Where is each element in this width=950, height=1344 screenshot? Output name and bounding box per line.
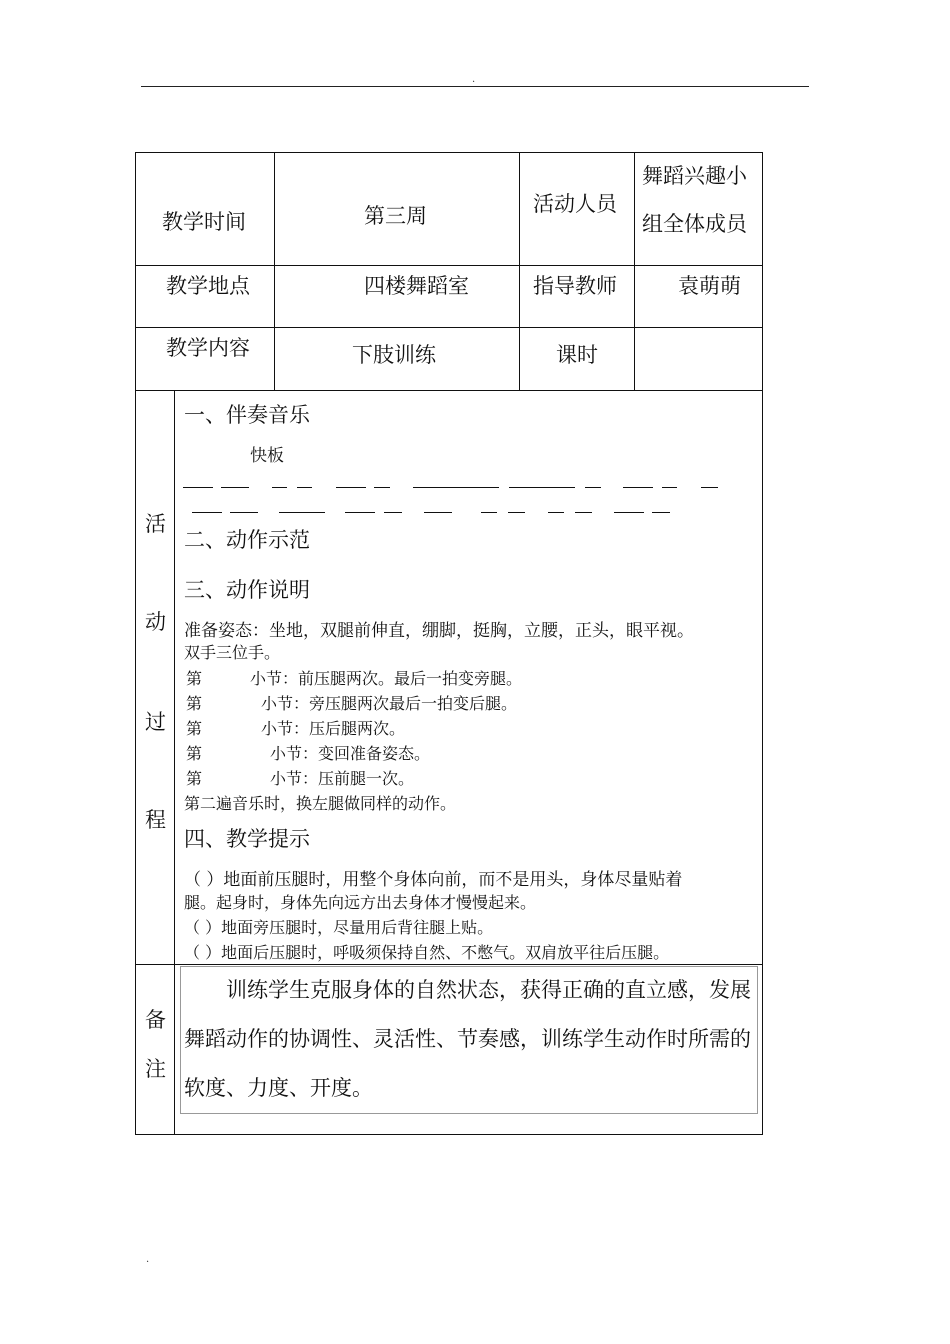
step-prefix: 第 xyxy=(186,719,203,738)
header-dot: . xyxy=(472,74,476,85)
step-text: 小节：压前腿一次。 xyxy=(270,769,415,788)
process-label-char: 活 xyxy=(145,512,166,536)
tip-back-press: （ ）地面后压腿时，呼吸须保持自然、不憋气。双肩放平往后压腿。 xyxy=(184,943,670,962)
label-instructor: 指导教师 xyxy=(533,274,617,298)
tempo-label: 快板 xyxy=(250,446,284,466)
step-prefix: 第 xyxy=(186,769,203,788)
row-divider xyxy=(136,265,762,266)
label-participants: 活动人员 xyxy=(533,192,617,216)
notes-label-char: 备 xyxy=(145,1008,166,1032)
tip-front-press-cont: 腿。起身时，身体先向远方出去身体才慢慢起来。 xyxy=(184,893,537,912)
step-text: 小节：前压腿两次。最后一拍变旁腿。 xyxy=(250,669,523,688)
label-teaching-time: 教学时间 xyxy=(162,210,246,234)
footer-dot: . xyxy=(146,1254,150,1265)
notes-text: 训练学生克服身体的自然状态，获得正确的直立感，发展舞蹈动作的协调性、灵活性、节奏感，训练学生动作时所需的软度、力度、开度。 xyxy=(184,978,751,1100)
value-teaching-place: 四楼舞蹈室 xyxy=(364,274,469,298)
column-divider xyxy=(274,153,275,390)
step-prefix: 第 xyxy=(186,669,203,688)
step-text: 小节：旁压腿两次最后一拍变后腿。 xyxy=(261,694,518,713)
prep-posture-text: 准备姿态：坐地，双腿前伸直，绷脚，挺胸，立腰，正头，眼平视。 xyxy=(184,621,694,641)
step-text: 小节：变回准备姿态。 xyxy=(270,744,431,763)
column-divider xyxy=(519,153,520,390)
section-explanation-title: 三、动作说明 xyxy=(184,578,310,602)
section-demonstration-title: 二、动作示范 xyxy=(184,528,310,552)
step-prefix: 第 xyxy=(186,694,203,713)
row-divider xyxy=(136,390,762,391)
process-label-char: 过 xyxy=(145,710,166,734)
process-label-char: 程 xyxy=(145,808,166,832)
process-label-char: 动 xyxy=(145,610,166,634)
step-text: 小节：压后腿两次。 xyxy=(261,719,406,738)
label-class-hours: 课时 xyxy=(556,343,598,367)
value-teaching-time: 第三周 xyxy=(364,204,427,228)
label-teaching-content: 教学内容 xyxy=(166,336,250,360)
column-divider xyxy=(174,390,175,1134)
tip-front-press: （ ）地面前压腿时，用整个身体向前，而不是用头，身体尽量贴着 xyxy=(184,870,683,890)
tip-side-press: （ ）地面旁压腿时，尽量用后背往腿上贴。 xyxy=(184,918,494,937)
step-prefix: 第 xyxy=(186,744,203,763)
value-teaching-content: 下肢训练 xyxy=(352,343,436,367)
prep-posture-text-cont: 双手三位手。 xyxy=(184,643,281,662)
section-accompaniment-title: 一、伴奏音乐 xyxy=(184,403,310,427)
section-teaching-tips-title: 四、教学提示 xyxy=(184,827,310,851)
column-divider xyxy=(634,153,635,390)
row-divider xyxy=(136,964,762,965)
label-teaching-place: 教学地点 xyxy=(166,274,250,298)
row-divider xyxy=(136,327,762,328)
value-instructor: 袁萌萌 xyxy=(678,274,741,298)
value-participants: 舞蹈兴趣小组全体成员 xyxy=(642,164,747,236)
notes-label-char: 注 xyxy=(145,1057,166,1081)
header-rule xyxy=(141,86,809,87)
second-time-note: 第二遍音乐时，换左腿做同样的动作。 xyxy=(184,794,457,813)
